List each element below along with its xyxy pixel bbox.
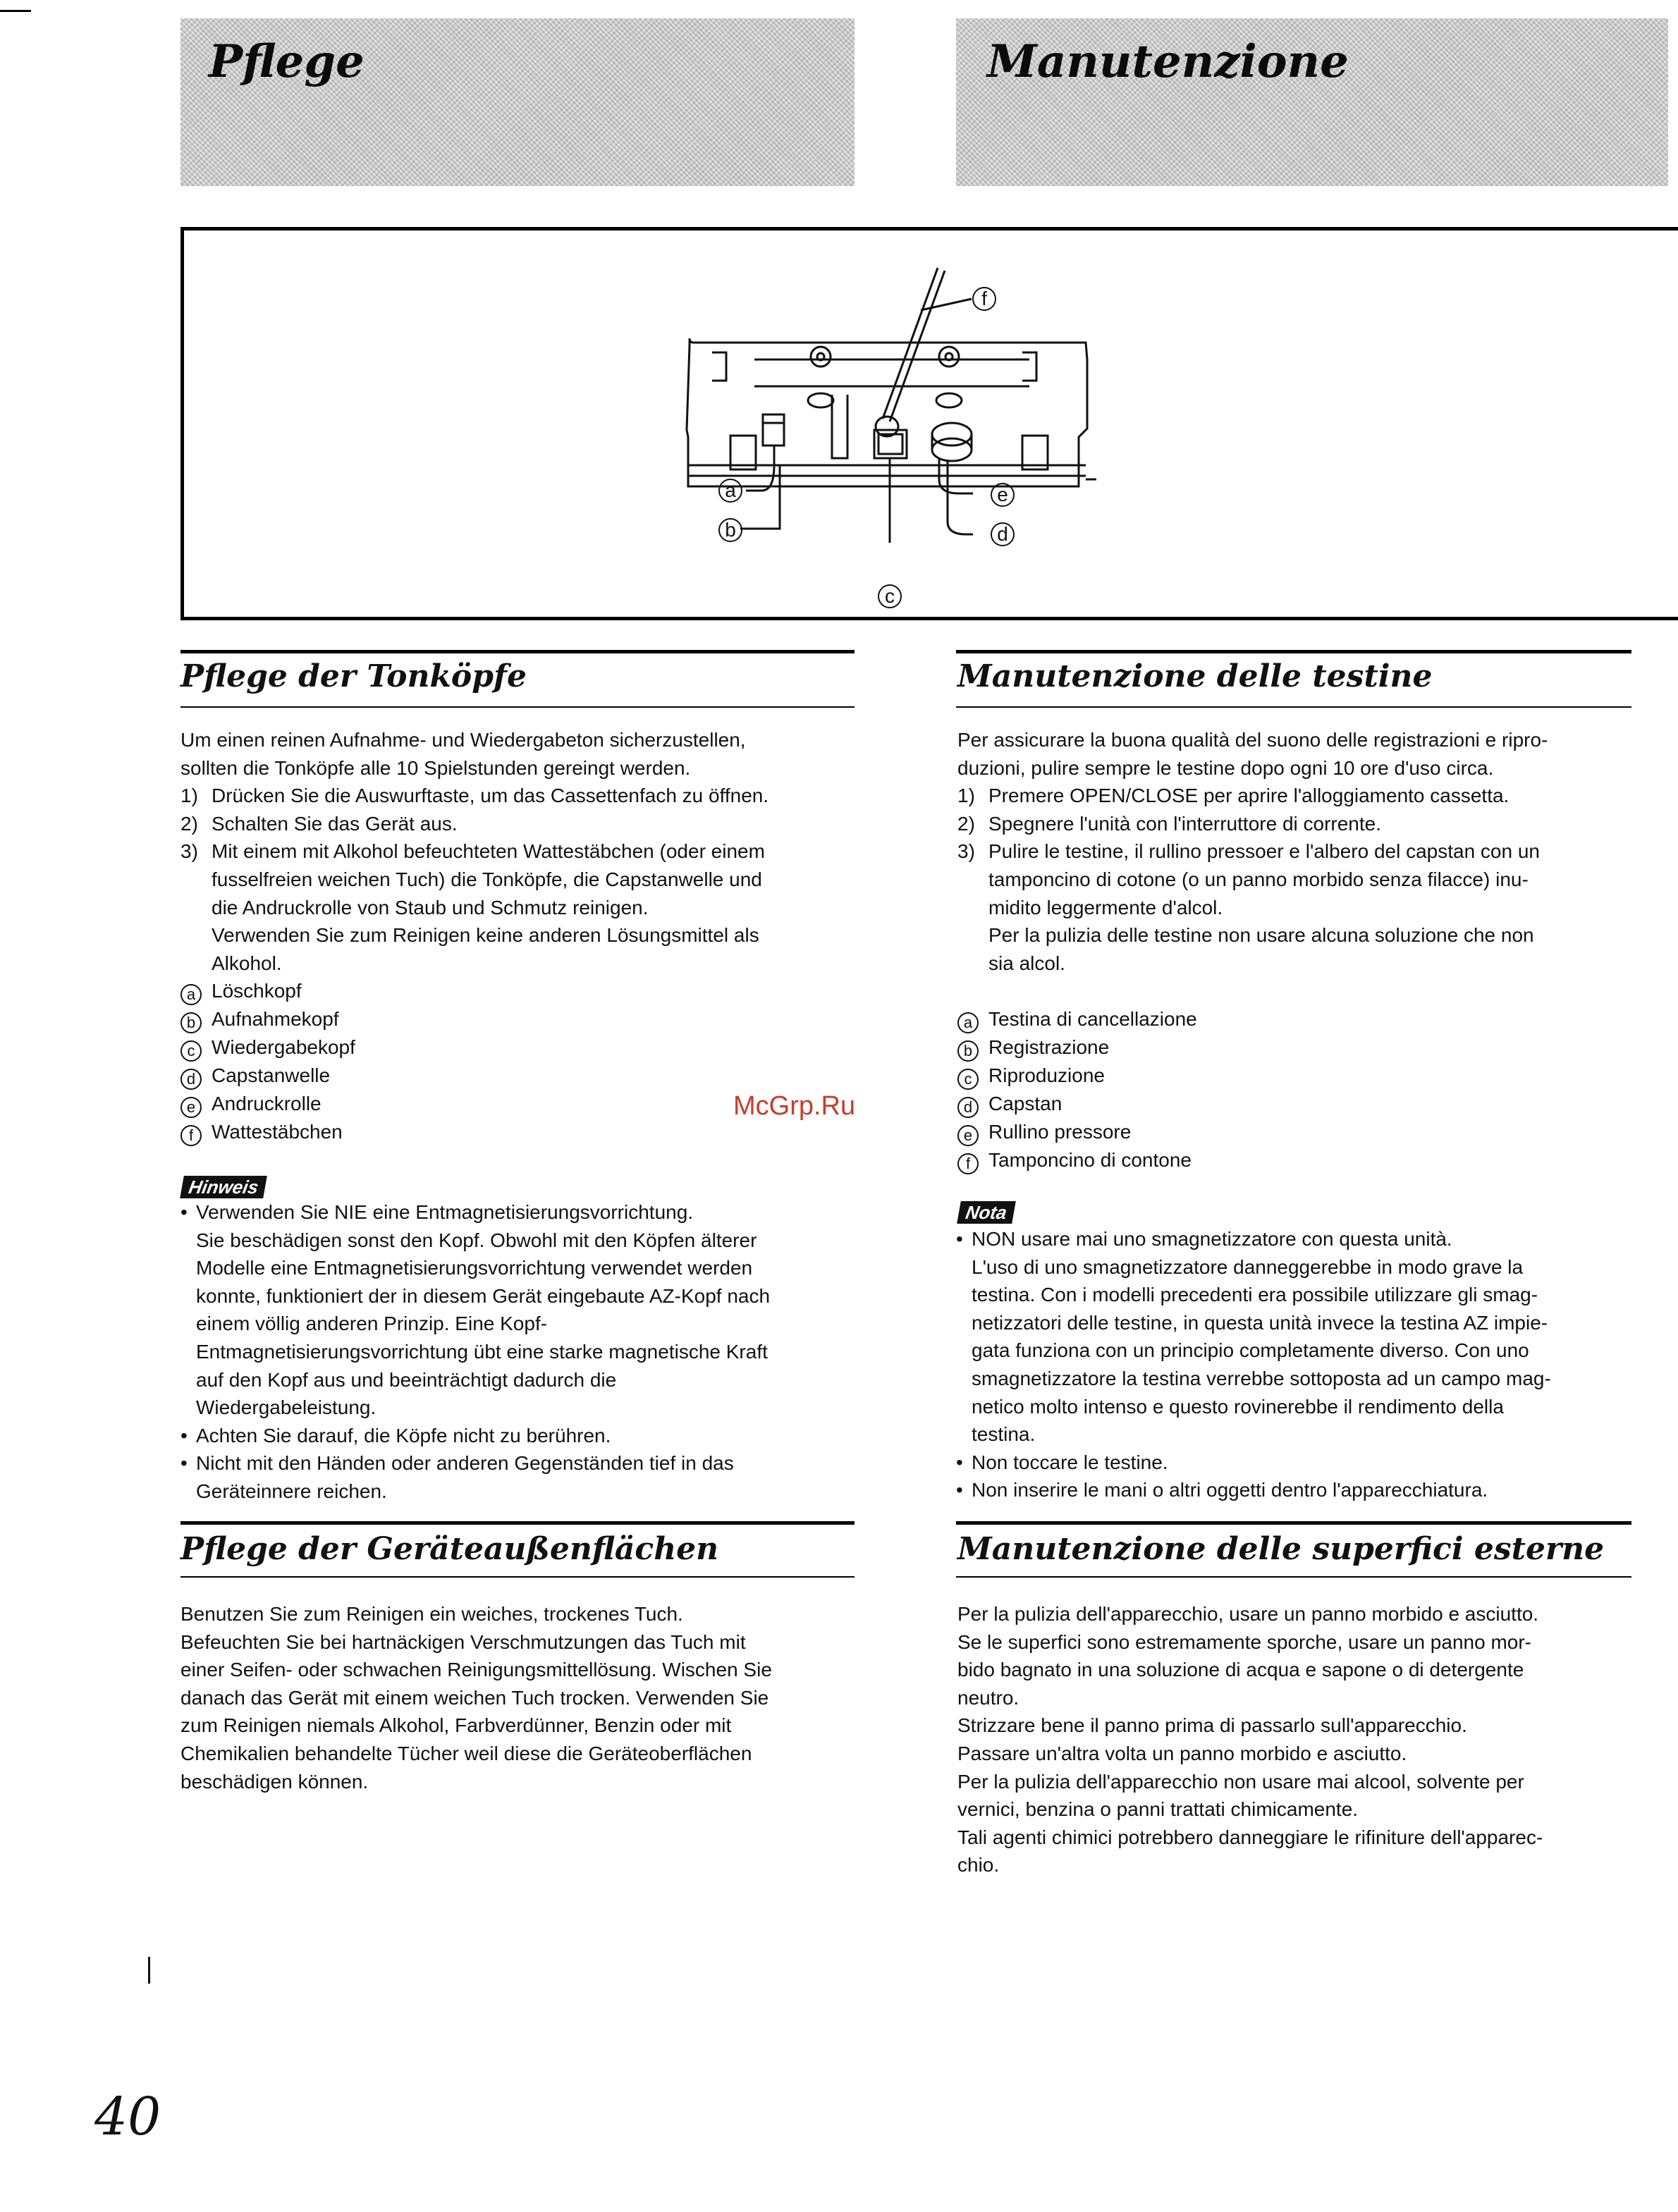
it-intro-line: duzioni, pulire sempre le testine dopo ogni 10 ore d'uso circa. xyxy=(957,756,1494,779)
de-note-line: einem völlig anderen Prinzip. Eine Kopf- xyxy=(196,1313,548,1335)
it-surface-line: Per la pulizia dell'apparecchio, usare un panno morbido e asciutto. xyxy=(957,1603,1539,1625)
section-title-de-heads: Pflege der Tonköpfe xyxy=(180,658,527,694)
de-intro-line: Um einen reinen Aufnahme- und Wiedergabeton sicherzustellen, xyxy=(180,729,746,751)
de-note-line: Modelle eine Entmagnetisierungsvorrichtung verwendet werden xyxy=(196,1257,753,1279)
it-note-line: testina. xyxy=(972,1423,1036,1446)
it-part-item: d Capstan xyxy=(957,1090,1631,1118)
banner-title-de: Pflege xyxy=(209,35,365,88)
diagram-label-e: e xyxy=(997,484,1008,505)
de-note-item: • Achten Sie darauf, die Köpfe nicht zu berühren. xyxy=(180,1424,611,1446)
de-surface-line: danach das Gerät mit einem weichen Tuch trocken. Verwenden Sie xyxy=(180,1686,769,1709)
de-step-3-line: Verwenden Sie zum Reinigen keine anderen Lösungsmittel als xyxy=(212,924,759,947)
rule-de-surface-top xyxy=(180,1521,855,1525)
it-surface-line: bido bagnato in una soluzione di acqua e sapone o di detergente xyxy=(957,1659,1524,1681)
it-note-line: testina. Con i modelli precedenti era possibile utilizzare gli smag- xyxy=(972,1284,1538,1306)
de-surface-line: einer Seifen- oder schwachen Reinigungsmittellösung. Wischen Sie xyxy=(180,1659,772,1681)
de-note-item: • Nicht mit den Händen oder anderen Gegenständen tief in das xyxy=(180,1452,734,1475)
de-note-item: • Verwenden Sie NIE eine Entmagnetisierungsvorrichtung. xyxy=(180,1201,694,1223)
it-surface-line: Passare un'altra volta un panno morbido e asciutto. xyxy=(957,1742,1407,1764)
it-step-1: 1) Premere OPEN/CLOSE per aprire l'alloggiamento cassetta. xyxy=(957,785,1509,807)
rule-de-surface-bottom xyxy=(180,1576,855,1578)
it-step-3-line: Per la pulizia delle testine non usare alcuna soluzione che non xyxy=(988,924,1534,947)
de-part-item: a Löschkopf xyxy=(180,977,855,1005)
de-surface-line: Benutzen Sie zum Reinigen ein weiches, trockenes Tuch. xyxy=(180,1603,683,1625)
de-step-3: 3) Mit einem mit Alkohol befeuchteten Wattestäbchen (oder einem xyxy=(180,840,765,863)
it-note-line: netizzatori delle testine, in questa unità invece la testina AZ impie- xyxy=(972,1311,1548,1334)
de-step-3-line: die Andruckrolle von Staub und Schmutz reinigen. xyxy=(212,896,649,918)
de-step-1: 1) Drücken Sie die Auswurftaste, um das Cassettenfach zu öffnen. xyxy=(180,785,769,807)
de-note-line: Sie beschädigen sonst den Kopf. Obwohl mit den Köpfen älterer xyxy=(196,1229,757,1251)
de-part-item: e Andruckrolle xyxy=(180,1090,855,1118)
it-step-3: 3) Pulire le testine, il rullino pressoer e l'albero del capstan con un xyxy=(957,840,1541,863)
de-note-line: Geräteinnere reichen. xyxy=(196,1480,387,1502)
de-step-3-line: fusselfreien weichen Tuch) die Tonköpfe, die Capstanwelle und xyxy=(212,868,762,890)
de-heads-body xyxy=(180,726,855,1146)
it-step-3-line: midito leggermente d'alcol. xyxy=(988,896,1223,918)
it-surface-line: Se le superfici sono estremamente sporche, usare un panno mor- xyxy=(957,1630,1531,1653)
de-surface-line: Befeuchten Sie bei hartnäckigen Verschmutzungen das Tuch mit xyxy=(180,1630,746,1653)
it-note-line: L'uso di uno smagnetizzatore danneggerebbe in modo grave la xyxy=(972,1255,1524,1278)
diagram-label-c: c xyxy=(885,585,895,607)
page-number: 40 xyxy=(94,2087,161,2147)
banner-title-it: Manutenzione xyxy=(987,35,1349,88)
note-badge-de: Hinweis xyxy=(180,1176,267,1198)
it-step-3-line: sia alcol. xyxy=(988,952,1065,974)
de-surface-line: zum Reinigen niemals Alkohol, Farbverdünner, Benzin oder mit xyxy=(180,1714,732,1737)
rule-it-heads-bottom xyxy=(956,706,1631,708)
de-part-item: b Aufnahmekopf xyxy=(180,1005,855,1033)
rule-it-heads-top xyxy=(956,650,1631,653)
diagram-label-a: a xyxy=(725,479,736,501)
de-notes xyxy=(180,1198,855,1506)
it-part-item: a Testina di cancellazione xyxy=(957,1005,1631,1033)
note-badge-it: Nota xyxy=(957,1201,1015,1224)
it-note-line: gata funziona con un principio completamente diverso. Con uno xyxy=(972,1339,1529,1362)
de-part-item: d Capstanwelle xyxy=(180,1062,855,1090)
de-step-2: 2) Schalten Sie das Gerät aus. xyxy=(180,812,458,835)
it-part-item: f Tamponcino di contone xyxy=(957,1146,1631,1174)
it-heads-body xyxy=(957,726,1631,1174)
it-surface-line: neutro. xyxy=(957,1686,1019,1709)
corner-rule xyxy=(0,10,31,12)
de-surface-body xyxy=(180,1600,855,1795)
de-note-line: konnte, funktioniert der in diesem Gerät eingebaute AZ-Kopf nach xyxy=(196,1284,771,1307)
rule-it-surface-bottom xyxy=(956,1576,1631,1578)
it-notes xyxy=(956,1225,1631,1504)
de-note-line: Entmagnetisierungsvorrichtung übt eine starke magnetische Kraft xyxy=(196,1340,768,1363)
section-title-de-surface: Pflege der Geräteaußenflächen xyxy=(180,1531,719,1567)
it-surface-body xyxy=(957,1600,1631,1879)
it-part-item: b Registrazione xyxy=(957,1033,1631,1062)
watermark: McGrp.Ru xyxy=(733,1091,856,1121)
de-surface-line: beschädigen können. xyxy=(180,1770,369,1793)
section-title-it-heads: Manutenzione delle testine xyxy=(957,658,1433,694)
de-step-3-line: Alkohol. xyxy=(212,952,282,974)
rule-de-heads-top xyxy=(180,650,855,653)
diagram-label-f: f xyxy=(981,288,987,309)
it-note-item: • Non inserire le mani o altri oggetti dentro l'apparecchiatura. xyxy=(956,1479,1488,1501)
it-note-item: • Non toccare le testine. xyxy=(956,1451,1168,1473)
rule-it-surface-top xyxy=(956,1521,1631,1525)
it-note-line: smagnetizzatore la testina verrebbe sottoposta ad un campo mag- xyxy=(972,1367,1551,1389)
margin-mark xyxy=(148,1957,150,1984)
it-surface-line: Per la pulizia dell'apparecchio non usare mai alcool, solvente per xyxy=(957,1770,1524,1793)
de-note-line: Wiedergabeleistung. xyxy=(196,1396,376,1419)
head-diagram xyxy=(663,254,1114,620)
it-step-2: 2) Spegnere l'unità con l'interruttore di corrente. xyxy=(957,812,1382,835)
de-note-line: auf den Kopf aus und beeinträchtigt dadurch die xyxy=(196,1368,617,1391)
de-intro-line: sollten die Tonköpfe alle 10 Spielstunden gereingt werden. xyxy=(180,756,691,779)
de-part-item: f Wattestäbchen xyxy=(180,1118,855,1146)
it-intro-line: Per assicurare la buona qualità del suono delle registrazioni e ripro- xyxy=(957,729,1548,751)
it-note-item: • NON usare mai uno smagnetizzatore con questa unità. xyxy=(956,1228,1452,1250)
it-part-item: c Riproduzione xyxy=(957,1062,1631,1090)
rule-de-heads-bottom xyxy=(180,706,855,708)
it-surface-line: chio. xyxy=(957,1854,1000,1876)
it-note-line: netico molto intenso e questo rovinerebbe il rendimento della xyxy=(972,1395,1504,1418)
it-surface-line: Strizzare bene il panno prima di passarlo sull'apparecchio. xyxy=(957,1714,1467,1737)
de-part-item: c Wiedergabekopf xyxy=(180,1033,855,1062)
section-title-it-surface: Manutenzione delle superfici esterne xyxy=(957,1531,1605,1567)
it-surface-line: Tali agenti chimici potrebbero danneggiare le rifiniture dell'apparec- xyxy=(957,1826,1543,1848)
diagram-label-d: d xyxy=(997,523,1008,545)
de-surface-line: Chemikalien behandelte Tücher weil diese die Geräteoberflächen xyxy=(180,1742,752,1764)
diagram-label-b: b xyxy=(725,519,736,541)
it-step-3-line: tamponcino di cotone (o un panno morbido senza filacce) inu- xyxy=(988,868,1529,890)
it-surface-line: vernici, benzina o panni trattati chimicamente. xyxy=(957,1798,1359,1821)
it-part-item: e Rullino pressore xyxy=(957,1118,1631,1146)
